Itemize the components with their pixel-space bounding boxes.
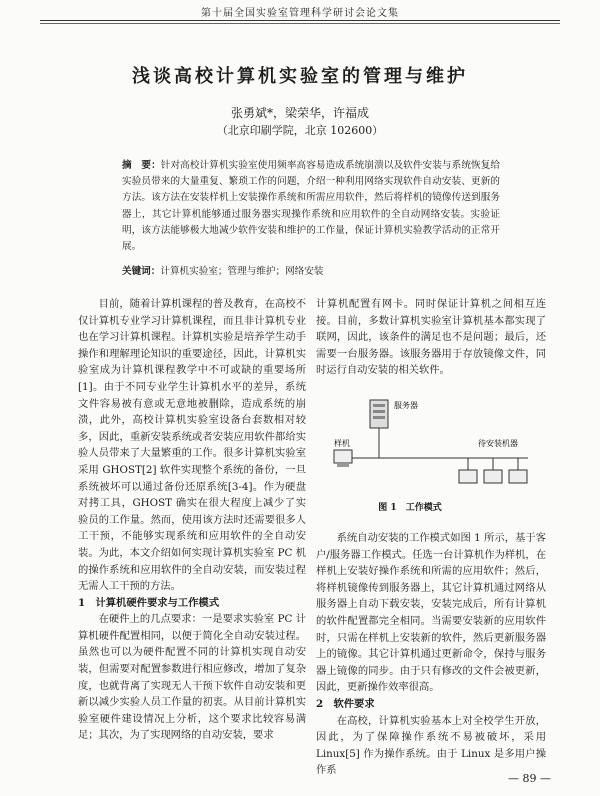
figure-working-mode — [318, 392, 546, 500]
figure-caption: 图 1 工作模式 — [378, 503, 442, 513]
target-label: 待安装机器 — [478, 439, 518, 448]
running-header: 第十届全国实验室管理科学研讨会论文集 — [201, 8, 399, 19]
right-column-bottom — [316, 530, 546, 779]
affiliation: （北京印刷学院，北京 102600） — [216, 124, 384, 137]
authors: 张勇斌*，梁荣华，许福成 — [230, 106, 369, 120]
sample-label: 样机 — [334, 439, 350, 448]
header-rule-thin — [40, 23, 560, 24]
abstract-text: 针对高校计算机实验室使用频率高容易造成系统崩溃以及软件安装与系统恢复给实验员带来的大量重复、繁琐工作的问题，介绍一种利用网络实现软件自动安装、更新的方法。该方法在安装样机上安装操作系统和所需应用软件，然后将样机的镜像传送到服务器上，其它计算机能够通过服务器实现操作系统和应用软件的全自动网络安装。实验证明，该方法能够极大地减少软件安装和维护的工作量，保证计算机实验教学活动的正常开展。 — [122, 160, 501, 253]
network-diagram — [318, 392, 546, 500]
server-icon — [370, 400, 388, 428]
abstract — [122, 158, 500, 255]
right-top-paragraph: 计算机配置有网卡。同时保证计算机之间相互连接。目前，多数计算机实验室计算机基本都实现了联网，因此，该条件的满足也不是问题；最后，还需要一台服务器。该服务器用于存放镜像文件，同时运行自动安装的相关软件。 — [316, 298, 546, 377]
intro-paragraph: 目前，随着计算机课程的普及教育，在高校不仅计算机专业学习计算机课程，而且非计算机专业也在学习计算机课程。计算机实验是培养学生动手操作和理解理论知识的重要途径，因此，计算机实验室成为计算机课程教学中不可或缺的重要场所[1]。由于不同专业学生计算机水平的差异，系统文件容易被有意或无意地被删除，造成系统的崩溃，此外，高校计算机实验室设备台套数相对较多，因此，重新安装系统或者安装应用软件都给实验人员带来了大量繁重的工作。很多计算机实验室采用 GHOST[2] 软件实现整个系统的备份，一旦系统被坏可以通过备份还原系统[3-4]。作为硬盘对拷工具，GHOST 确实在很大程度上减少了实验员的工作量。然而，使用该方法时还需要很多人工干预，不能够实现系统和应用软件的全自动安装。为此，本文介绍如何实现计算机实验室 PC 机的操作系统和应用软件的全自动安装，而安装过程无需人工干预的方法。 — [78, 298, 306, 593]
page-number: — 89 — — [508, 772, 551, 785]
section-2-heading: 2 软件要求 — [316, 697, 375, 710]
section-2-paragraph: 在高校，计算机实验基本上对全校学生开放，因此，为了保障操作系统不易被破坏，采用 Linux[5] 作为操作系统。由于 Linux 是多用户操作系 — [316, 714, 546, 777]
section-1-heading: 1 计算机硬件要求与工作模式 — [78, 596, 220, 609]
paper-title: 浅谈高校计算机实验室的管理与维护 — [132, 66, 468, 87]
target-pc-icon — [459, 470, 527, 483]
keywords — [122, 263, 500, 277]
server-label: 服务器 — [394, 401, 418, 410]
abstract-label: 摘 要： — [122, 160, 161, 171]
sample-pc-icon — [334, 450, 352, 467]
right-column-top — [316, 296, 546, 379]
section-1-paragraph: 在硬件上的几点要求：一是要求实验室 PC 计算机硬件配置相同，以便于简化全自动安装过程。虽然也可以为硬件配置不同的计算机实现自动安装，但需要对配置参数进行相应修改，增加了复杂度，也就背离了实现无人干预下软件自动安装和更新以减少实验人员工作量的初衷。从目前计算机实验室硬件建设情况上分析，这个要求比较容易满足；其次，为了实现网络的自动安装，要求 — [78, 613, 306, 742]
keywords-label: 关键词： — [122, 266, 161, 277]
right-bottom-paragraph: 系统自动安装的工作模式如图 1 所示，基于客户/服务器工作模式。任选一台计算机作为样机，在样机上安装好操作系统和所需的应用软件；然后，将样机镜像传到服务器上，其它计算机通过网络从服务器上自动下载安装，安装完成后，所有计算机的软件配置都完全相同。当需要安装新的应用软件时，只需在样机上安装新的软件，然后更新服务器上的镜像。其它计算机通过更新命令，保持与服务器上镜像的同步。由于只有修改的文件会被更新，因此，更新操作效率很高。 — [316, 532, 546, 694]
keywords-text: 计算机实验室；管理与维护；网络安装 — [160, 266, 324, 277]
left-column — [78, 296, 306, 744]
header-rule — [40, 20, 560, 21]
